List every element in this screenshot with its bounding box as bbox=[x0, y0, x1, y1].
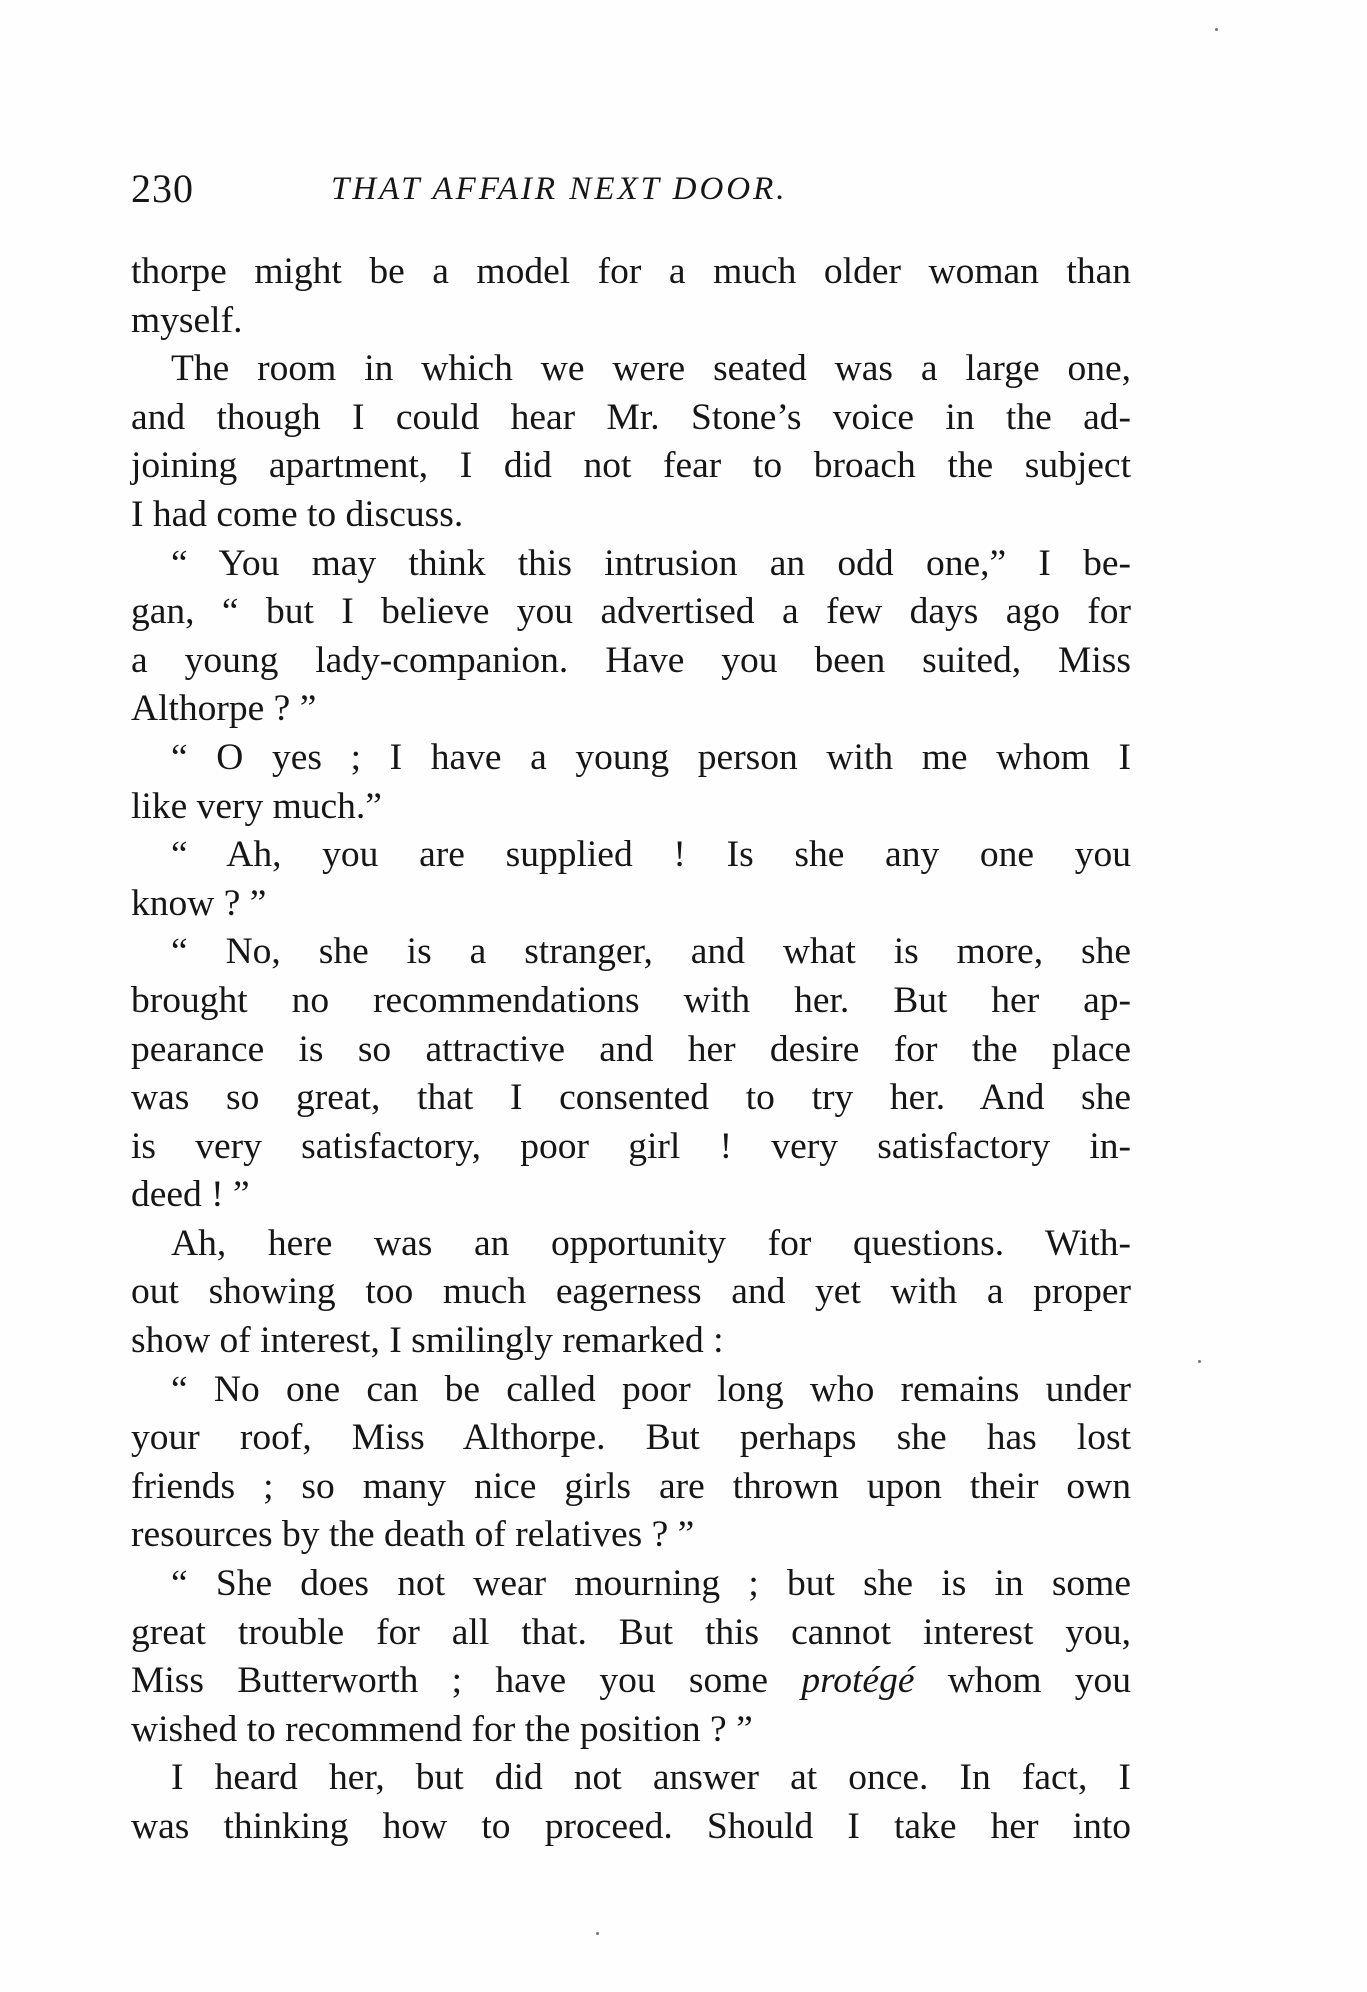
page-header bbox=[131, 162, 1131, 216]
paper-speck bbox=[1198, 1360, 1201, 1363]
page-number: 230 bbox=[131, 166, 194, 211]
paper-speck bbox=[596, 1932, 599, 1935]
text-line: I had come to discuss. bbox=[131, 493, 464, 535]
text-line: “ No, she is a stranger, and what is more, she bbox=[171, 931, 1131, 973]
text-line: resources by the death of relatives ? ” bbox=[131, 1514, 695, 1556]
text-line: Althorpe ? ” bbox=[131, 688, 317, 730]
text-line: “ O yes ; I have a young person with me whom I bbox=[171, 736, 1131, 778]
text-line: joining apartment, I did not fear to broach the subject bbox=[131, 445, 1131, 487]
text-line: friends ; so many nice girls are thrown upon their own bbox=[131, 1465, 1131, 1507]
text-fragment: whom you bbox=[914, 1660, 1131, 1702]
text-line: thorpe might be a model for a much older woman than bbox=[131, 251, 1131, 292]
text-line: wished to recommend for the position ? ” bbox=[131, 1708, 753, 1750]
running-title: THAT AFFAIR NEXT DOOR. bbox=[331, 171, 788, 207]
text-line: like very much.” bbox=[131, 785, 382, 827]
text-line: is very satisfactory, poor girl ! very satisfactory in- bbox=[131, 1125, 1131, 1167]
text-line: brought no recommendations with her. But her ap- bbox=[131, 979, 1131, 1021]
text-line: “ No one can be called poor long who remains under bbox=[171, 1368, 1131, 1410]
text-line: was so great, that I consented to try her. And she bbox=[131, 1077, 1131, 1119]
text-line: Ah, here was an opportunity for questions. With- bbox=[171, 1222, 1131, 1264]
text-line: your roof, Miss Althorpe. But perhaps she has lost bbox=[131, 1417, 1131, 1459]
paper-speck bbox=[1215, 28, 1218, 31]
text-line: know ? ” bbox=[131, 882, 267, 924]
text-line: a young lady-companion. Have you been suited, Miss bbox=[131, 639, 1131, 681]
text-line: was thinking how to proceed. Should I take her into bbox=[131, 1806, 1131, 1847]
text-line: deed ! ” bbox=[131, 1174, 250, 1216]
text-line: gan, “ but I believe you advertised a few days ago for bbox=[131, 591, 1131, 633]
text-line: and though I could hear Mr. Stone’s voice in the ad- bbox=[131, 396, 1131, 438]
text-line: “ Ah, you are supplied ! Is she any one you bbox=[171, 834, 1131, 876]
italic-word: protégé bbox=[801, 1660, 915, 1702]
text-line: pearance is so attractive and her desire for the place bbox=[131, 1028, 1131, 1070]
text-line bbox=[131, 1657, 1131, 1706]
text-line: The room in which we were seated was a large one, bbox=[171, 348, 1131, 390]
text-fragment: Miss Butterworth ; have you some bbox=[131, 1660, 802, 1702]
text-line: “ You may think this intrusion an odd one,” I be- bbox=[171, 542, 1131, 584]
text-line: show of interest, I smilingly remarked : bbox=[131, 1320, 724, 1362]
body-text bbox=[131, 248, 1131, 1852]
text-line: “ She does not wear mourning ; but she is in some bbox=[171, 1563, 1131, 1605]
text-line: I heard her, but did not answer at once. In fact, I bbox=[171, 1757, 1131, 1799]
text-line: myself. bbox=[131, 299, 243, 341]
text-line: out showing too much eagerness and yet with a proper bbox=[131, 1271, 1131, 1313]
text-line: great trouble for all that. But this cannot interest you, bbox=[131, 1611, 1131, 1653]
